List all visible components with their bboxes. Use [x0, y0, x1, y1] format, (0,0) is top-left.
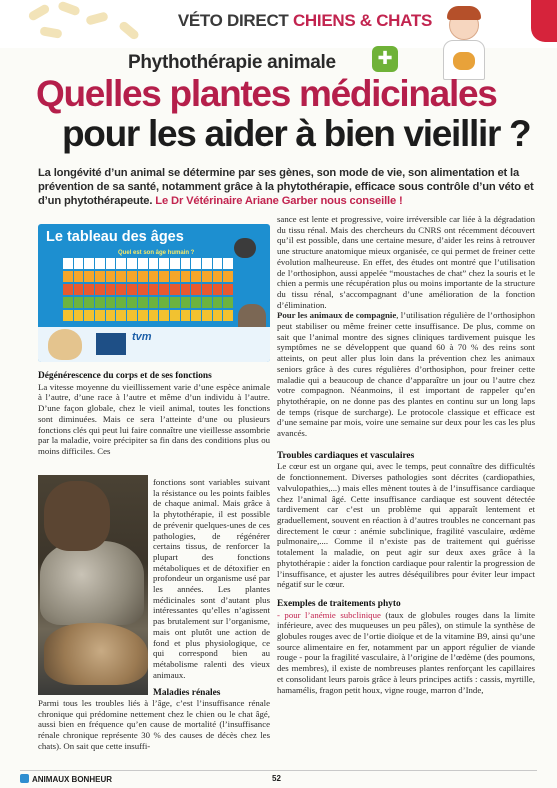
age-chart-title: Le tableau des âges [46, 229, 184, 245]
page-number: 52 [272, 774, 281, 783]
section-title: Phythothérapie animale [128, 52, 336, 73]
tvm-logo: tvm [132, 331, 152, 343]
age-chart-grid [44, 258, 234, 323]
intro-text: La longévité d’un animal se détermine par ses gènes, son mode de vie, son alimentation et la prévention de sa santé, notamment grâce à la phytothérapie, efficace sous contrôle d’un véto et d’un phytothérapeute. [38, 167, 534, 207]
bullet-anemie: - pour l’anémie subclinique [277, 609, 381, 620]
info-block [96, 333, 126, 355]
headline [36, 74, 536, 154]
text-animaux-compagnie: , l’utilisation régulière de l’orthosiphon peut stabiliser ou même freiner cette insuffisance. De plus, comme on sait que l’animal montre des signes cliniques tardivement puisque les symptômes ne se développent que quand 60 à 70 % des reins sont atteints, on peut aller plus loin dans la prévention chez les animaux seniors grâce à des cures régulières d’orthosiphon, pour freiner cette maladie qui a beaucoup de chance d’apparaître un jour ou l’autre chez votre compagnon. Néanmoins, il est important de rappeler qu’en phytothérapie, on ne donne pas des plantes en continu sur un long laps de temps (risque de surcharge). Le protocole classique et efficace est d’une semaine par mois, voire une semaine sur deux pour les cas les plus avancés. [277, 310, 535, 439]
left-column-top [38, 368, 270, 457]
age-row [44, 271, 234, 282]
paw-icon [20, 774, 29, 783]
age-chart-footer [38, 327, 270, 362]
headline-line-1: Quelles plantes médicinales [36, 73, 497, 114]
headline-line-2: pour les aider à bien vieillir ? [62, 113, 531, 154]
puppy-photo [48, 329, 82, 360]
right-column [277, 214, 535, 695]
age-chart-inset [38, 224, 270, 362]
age-row [44, 284, 234, 295]
left-column-wrap [153, 477, 270, 680]
text-exemples-traitements: (taux de globules rouges dans la limite inférieure, avec des muqueuses un peu pâles), on stimule la synthèse de globules rouges avec de l’ortie dioïque et de la vitamine B9, ainsi qu’une source alimentaire en fer, notamment par un apport régulier de viande rouge - pour la fragilité vasculaire, à l’origine de l’œdème (des poumons, des membres), il existe de nombreuses plantes renforçant les capillaires et consolidant leurs parois grâce à leurs principes actifs : cassis, myrtille, hamamélis, fragon petit houx, vigne rouge, marron d’Inde, [277, 609, 536, 695]
age-row [44, 297, 234, 308]
paragraph-degenerescence: La vitesse moyenne du vieillissement varie d’une espèce animale à l’autre, d’une race à l’autre et même d’un individu à l’autre. D’une façon globale, chez le vieil animal, toutes les fonctions sont diminuées. Mais ce sera l’atteinte d’une ou plusieurs fonctions clés qui peut lui faire connaître une vieillesse assombrie par la maladie, voire précipiter sa fin dans des conditions plus ou moins difficiles. Ces [38, 381, 270, 456]
paragraph-orthosiphon: sance est lente et progressive, voire irréversible car liée à la dégradation du tissu rénal. Mais des chercheurs du CNRS ont récemment découvert qu’il est possible, dans une certaine mesure, d’aider les reins à retrouver une structure anatomique mieux organisée, ce qui permet de freiner cette évolution malheureuse. En effet, des études ont montré que l’utilisation de l’orthosiphon, aussi appelée “moustaches de chat” chez la souris et le chien a permis une récupération plus ou moins importante de la structure du tissu rénal, s’accompagnant d’une amélioration de la fonction d’élimination. [277, 214, 535, 310]
paragraph-exemples-traitements [277, 610, 535, 696]
magazine-logo [20, 774, 112, 784]
dog-icon [234, 238, 256, 258]
footer-rule [20, 770, 537, 771]
dog-and-cat-photo [38, 475, 148, 695]
rubric-title [178, 11, 432, 31]
heading-degenerescence: Dégénérescence du corps et de ses fonctions [38, 371, 212, 381]
intro-paragraph [38, 166, 538, 208]
strawberry-illustration [531, 0, 557, 42]
heading-exemples-traitements: Exemples de traitements phyto [277, 598, 401, 609]
age-chart-subtitle: Quel est son âge humain ? [118, 250, 195, 256]
intro-author: Le Dr Vétérinaire Ariane Garber nous conseille ! [155, 195, 403, 207]
paragraph-fonctions: fonctions sont variables suivant la résistance ou les points faibles de chaque animal. Mais grâce à la phytothérapie, il est possible de prévenir quelques-unes de ces pathologies, de régénérer certains tissus, de renforcer la plupart des fonctions métaboliques et de détoxifier en profondeur un organisme usé par les années. Les plantes médicinales sont d’autant plus intéressantes qu’elles n’agissent pas brutalement sur l’organisme, mais ont plutôt une action de fond et plus physiologique, ce qui correspond bien au métabolisme ralenti des vieux animaux. [153, 477, 270, 680]
left-column-bottom [153, 685, 270, 699]
left-column-renal [38, 698, 270, 752]
lead-animaux-compagnie: Pour les animaux de compagnie [277, 310, 397, 321]
magazine-name: ANIMAUX BONHEUR [32, 775, 112, 784]
decorative-capsules [28, 4, 168, 44]
heading-maladies-renales: Maladies rénales [153, 688, 221, 698]
rubric-part-1: VÉTO DIRECT [177, 11, 289, 30]
paragraph-maladies-renales: Parmi tous les troubles liés à l’âge, c’est l’insuffisance rénale chronique qui prédomine nettement chez le chien ou le chat âgé, aussi bien en fréquence qu’en cause de mortalité (l’insuffisance rénale chronique représente 30 % des causes de décès chez les chats). On sait que cette insuffi- [38, 698, 270, 751]
age-row [44, 310, 234, 321]
paragraph-animaux-compagnie [277, 310, 535, 438]
paragraph-troubles-cardiaques: Le cœur est un organe qui, avec le temps, peut connaître des difficultés de fonctionnement. Diverses pathologies sont décrites (cardiopathies, valvulopathies,...) mais elles mènent toutes à de l’insuffisance cardiaque chez l’animal âgé. Cette insuffisance cardiaque est souvent détectée tardivement car c’est un problème qui apparaît lentement et graduellement, souvent en réaction à d’autres troubles ne concernant pas directement le cœur : anémie subclinique, fragilité vasculaire, œdème pulmonaire,.... Comme il n’existe pas de traitement qui guérisse totalement la maladie, on peut agir sur deux axes grâce à la phytothérapie : aider la fonction cardiaque pour ralentir la progression de l’insuffisance, et ajuster les autres déséquilibres pour éviter leur impact négatif sur le cœur. [277, 461, 535, 590]
rubric-part-2: CHIENS & CHATS [292, 11, 432, 30]
age-row [44, 258, 234, 269]
medical-cross-icon: ✚ [372, 46, 398, 72]
heading-troubles-cardiaques: Troubles cardiaques et vasculaires [277, 450, 415, 461]
